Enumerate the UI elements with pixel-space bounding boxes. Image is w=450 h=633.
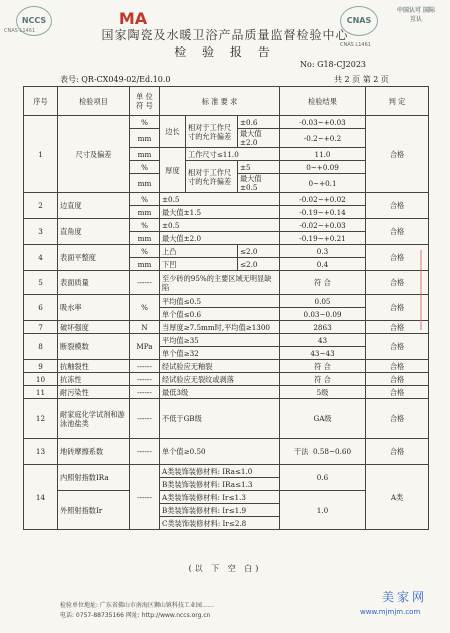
cell-result: -0.03~+0.03: [280, 116, 366, 129]
cell-item: 表面质量: [58, 271, 130, 295]
cell-seq: 13: [24, 439, 58, 465]
table-row: [24, 295, 429, 308]
cell-result: -0.19~+0.14: [280, 206, 366, 219]
table-row: [24, 245, 429, 258]
cell-std: 平均值≥35: [160, 334, 280, 347]
table-row: [24, 360, 429, 373]
watermark-brand: 美家网: [382, 590, 428, 604]
cell-std: 最大值±0.5: [238, 174, 280, 193]
cell-std: A类装饰装修材料: Ir≤1.3: [160, 491, 280, 504]
cell-item: 断裂模数: [58, 334, 130, 360]
cnas-mark-logo: 中国认可 国际互认: [396, 7, 436, 23]
cell-item: 吸水率: [58, 295, 130, 321]
cma-logo: MA: [118, 9, 148, 28]
page-info: 共 2 页 第 2 页: [334, 75, 389, 84]
cell-result: 0.3: [280, 245, 366, 258]
table-row: [24, 321, 429, 334]
logo-subtext: CNAS-L1461: [4, 28, 36, 34]
cnas-logo: CNAS: [340, 6, 378, 36]
cell-unit: mm: [130, 206, 160, 219]
cell-std-desc: 相对于工作尺寸的允许偏差: [186, 116, 238, 148]
cell-item: 抗釉裂性: [58, 360, 130, 373]
cell-std: ±5: [238, 161, 280, 174]
cell-unit: ------: [130, 465, 160, 530]
footer-contact: 电话: 0757-88735166 网址: http://www.nccs.org.cn: [60, 612, 211, 619]
cell-result: 符 合: [280, 360, 366, 373]
footer-address: 检验单位地址: 广东省佛山市南海区狮山镇科技工业园……: [60, 602, 214, 609]
cell-std: ±0.6: [238, 116, 280, 129]
cell-judgement: 合格: [366, 116, 429, 193]
watermark-url: www.mjmjm.com: [360, 608, 421, 616]
cell-unit: ------: [130, 399, 160, 439]
cell-std: 最大值±1.5: [160, 206, 280, 219]
cell-judgement: 合格: [366, 334, 429, 360]
cell-std: 最大值±2.0: [160, 232, 280, 245]
no-value: G18-CJ2023: [317, 60, 367, 69]
table-row: [24, 373, 429, 386]
cell-unit: mm: [130, 129, 160, 148]
cell-seq: 5: [24, 271, 58, 295]
cell-unit: ------: [130, 271, 160, 295]
cell-std: 下凹: [160, 258, 238, 271]
cell-result: 符 合: [280, 373, 366, 386]
cell-unit: ------: [130, 373, 160, 386]
cell-judgement: 合格: [366, 373, 429, 386]
footer: [60, 601, 214, 621]
cell-result: 0.6: [280, 465, 366, 491]
cell-std: 至少砖的95%的主要区域无明显缺陷: [160, 271, 280, 295]
cell-std-value: ≤2.0: [238, 245, 280, 258]
cell-std: C类装饰装修材料: Ir≤2.8: [160, 517, 280, 530]
table-row: [24, 439, 429, 465]
header-unit: 单 位 符 号: [130, 87, 160, 116]
cell-seq: 11: [24, 386, 58, 399]
cell-seq: 12: [24, 399, 58, 439]
cell-seq: 8: [24, 334, 58, 360]
cell-std: ±0.5: [160, 219, 280, 232]
cell-std: 经试验应无裂纹或剥落: [160, 373, 280, 386]
cell-std: 单个值≥0.50: [160, 439, 280, 465]
header-judgement: 判 定: [366, 87, 429, 116]
cell-result: 1.0: [280, 491, 366, 530]
seam-stamp: [420, 250, 450, 330]
cell-result: 符 合: [280, 271, 366, 295]
method-label: 干法: [294, 447, 309, 456]
cell-result: 43~43: [280, 347, 366, 360]
cell-item: 内照射指数IRa: [58, 465, 130, 491]
cell-unit: mm: [130, 148, 160, 161]
cell-result: 5级: [280, 386, 366, 399]
cell-judgement: 合格: [366, 295, 429, 321]
cell-std: A类装饰装修材料: IRa≤1.0: [160, 465, 280, 478]
cell-std: 最大值±2.0: [238, 129, 280, 148]
cell-judgement: 合格: [366, 219, 429, 245]
cell-unit: %: [130, 219, 160, 232]
cell-judgement: A类: [366, 465, 429, 530]
cell-unit: ------: [130, 439, 160, 465]
cell-item: 外照射指数Ir: [58, 491, 130, 530]
cell-item: 尺寸及偏差: [58, 116, 130, 193]
cell-result: 0.05: [280, 295, 366, 308]
nccs-logo: NCCS: [16, 6, 52, 36]
cell-judgement: 合格: [366, 386, 429, 399]
header-result: 检验结果: [280, 87, 366, 116]
cell-result: 2863: [280, 321, 366, 334]
cell-std: ±0.5: [160, 193, 280, 206]
cell-unit: %: [130, 161, 160, 174]
cell-item: 耐污染性: [58, 386, 130, 399]
cell-unit: %: [130, 116, 160, 129]
cell-seq: 1: [24, 116, 58, 193]
cell-result: [280, 439, 366, 465]
table-row: [24, 116, 429, 129]
cell-std: B类装饰装修材料: Ir≤1.9: [160, 504, 280, 517]
cell-seq: 10: [24, 373, 58, 386]
cell-seq: 4: [24, 245, 58, 271]
cell-std: 最低3级: [160, 386, 280, 399]
cell-std: 单个值≤0.6: [160, 308, 280, 321]
cell-judgement: 合格: [366, 399, 429, 439]
header-seq: 序号: [24, 87, 58, 116]
header-standard: 标 准 要 求: [160, 87, 280, 116]
cell-item: 地砖摩擦系数: [58, 439, 130, 465]
blank-note: (以 下 空 白): [188, 564, 262, 573]
cell-seq: 7: [24, 321, 58, 334]
cell-unit: ------: [130, 386, 160, 399]
cell-std: 上凸: [160, 245, 238, 258]
no-label: No:: [300, 60, 315, 69]
cell-result: 0~+0.1: [280, 174, 366, 193]
cell-seq: 2: [24, 193, 58, 219]
cell-judgement: 合格: [366, 439, 429, 465]
cell-unit: ------: [130, 360, 160, 373]
report-title: 检 验 报 告: [174, 45, 276, 59]
cell-judgement: 合格: [366, 193, 429, 219]
cell-unit: %: [130, 245, 160, 258]
result-value: 0.58~0.60: [312, 447, 352, 456]
table-row: [24, 193, 429, 206]
cell-unit: %: [130, 295, 160, 321]
cell-result: 11.0: [280, 148, 366, 161]
report-number: [300, 60, 366, 69]
cell-judgement: 合格: [366, 271, 429, 295]
cell-side-label: 边长: [160, 116, 186, 148]
cell-unit: mm: [130, 174, 160, 193]
cell-result: 43: [280, 334, 366, 347]
cell-std: 经试验应无釉裂: [160, 360, 280, 373]
cell-result: 0.03~0.09: [280, 308, 366, 321]
cell-unit: mm: [130, 258, 160, 271]
cell-unit: mm: [130, 232, 160, 245]
table-row: [24, 386, 429, 399]
cell-seq: 3: [24, 219, 58, 245]
cell-unit: N: [130, 321, 160, 334]
cell-judgement: 合格: [366, 360, 429, 373]
cell-item: 耐家庭化学试剂和游泳池盐类: [58, 399, 130, 439]
table-header-row: [24, 87, 429, 116]
cell-judgement: 合格: [366, 245, 429, 271]
cell-item: 破坏强度: [58, 321, 130, 334]
cell-std: B类装饰装修材料: IRa≤1.3: [160, 478, 280, 491]
cnas-number: CNAS L1461: [340, 42, 371, 48]
cell-unit: %: [130, 193, 160, 206]
table-row: [24, 399, 429, 439]
cell-judgement: 合格: [366, 321, 429, 334]
cell-seq: 14: [24, 465, 58, 530]
cell-result: -0.02~+0.03: [280, 219, 366, 232]
table-row: [24, 219, 429, 232]
cell-unit: MPa: [130, 334, 160, 360]
inspection-table: [23, 86, 429, 530]
cell-std: 工作尺寸≤11.0: [186, 148, 280, 161]
cell-item: 抗冻性: [58, 373, 130, 386]
table-row: [24, 465, 429, 478]
cell-item: 边直度: [58, 193, 130, 219]
cell-result: -0.19~+0.21: [280, 232, 366, 245]
cell-result: -0.02~+0.02: [280, 193, 366, 206]
form-code: 表号: QR-CX049-02/Ed.10.0: [60, 75, 171, 84]
table-row: [24, 334, 429, 347]
cell-std: 单个值≥32: [160, 347, 280, 360]
center-name: 国家陶瓷及水暖卫浴产品质量监督检验中心: [101, 28, 349, 42]
cell-std: 不低于GB级: [160, 399, 280, 439]
cell-std-value: ≤2.0: [238, 258, 280, 271]
cell-result: 0~+0.09: [280, 161, 366, 174]
cell-seq: 6: [24, 295, 58, 321]
cell-result: 0.4: [280, 258, 366, 271]
cell-thickness-label: 厚度: [160, 148, 186, 193]
cell-result: -0.2~+0.2: [280, 129, 366, 148]
cell-std: 平均值≤0.5: [160, 295, 280, 308]
cell-std: 当厚度≥7.5mm时,平均值≥1300: [160, 321, 280, 334]
cell-seq: 9: [24, 360, 58, 373]
table-row: [24, 271, 429, 295]
header-item: 检验项目: [58, 87, 130, 116]
cell-result: GA级: [280, 399, 366, 439]
cell-item: 表面平整度: [58, 245, 130, 271]
cell-item: 直角度: [58, 219, 130, 245]
cell-std-desc: 相对于工作尺寸的允许偏差: [186, 161, 238, 193]
